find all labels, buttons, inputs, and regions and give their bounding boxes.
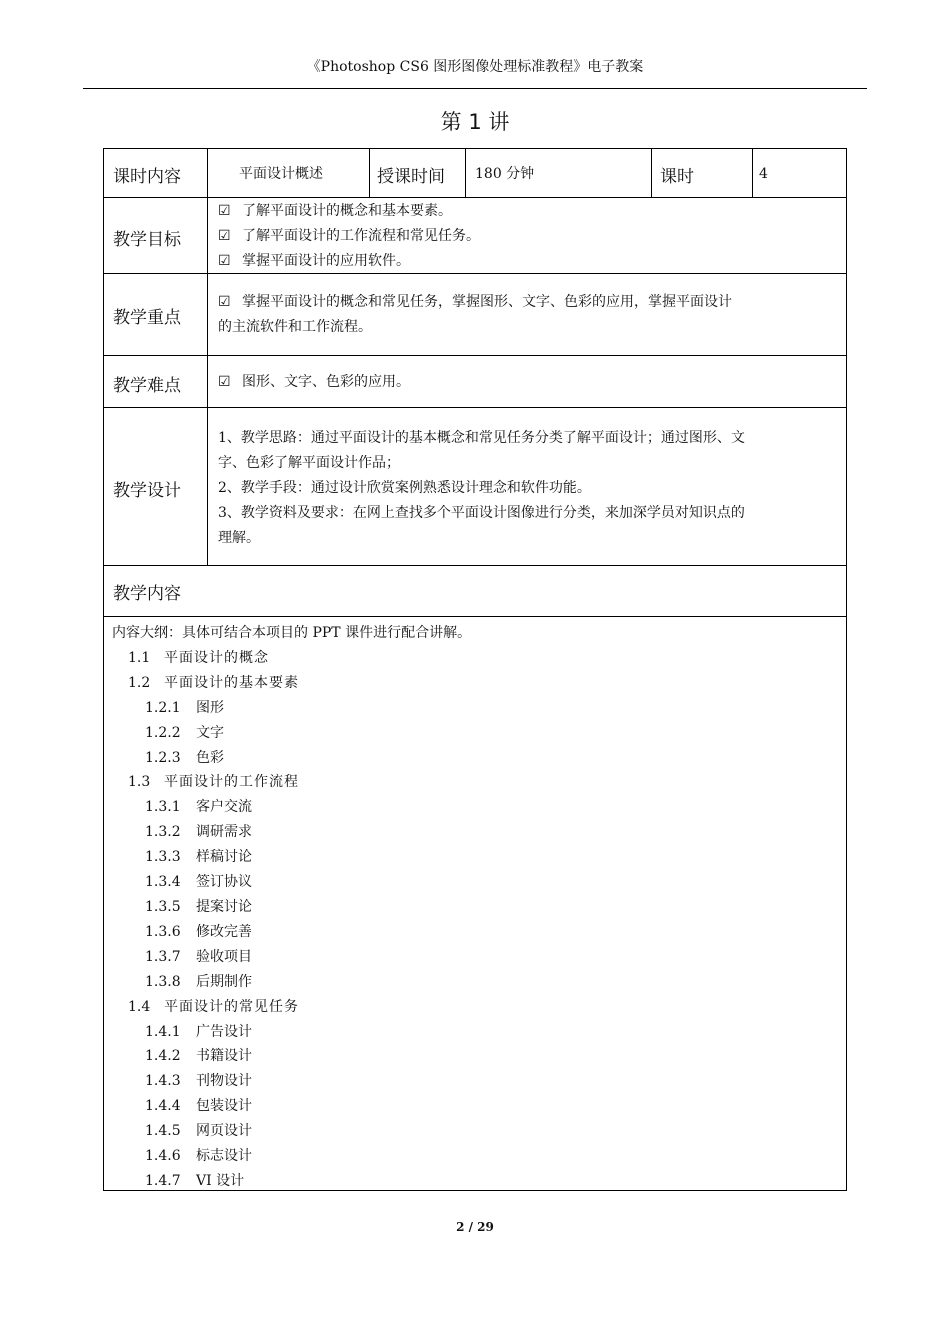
- hours-value: 4: [759, 166, 768, 182]
- outline-item: [112, 671, 471, 696]
- outline-text: 后期制作: [196, 973, 252, 990]
- outline-number: 1.4.2: [145, 1048, 181, 1065]
- checkbox-icon: ☑: [218, 228, 231, 244]
- outline-item: [112, 995, 471, 1020]
- outline-item: [112, 1119, 471, 1144]
- outline-number: 1.3.3: [145, 849, 181, 866]
- outline-text: 签订协议: [196, 874, 252, 891]
- outline-number: 1.2.3: [145, 749, 181, 766]
- time-label: 授课时间: [377, 167, 445, 187]
- outline-item: [112, 1144, 471, 1169]
- outline-text: 平面设计的基本要素: [164, 674, 299, 691]
- difficulties-text: ☑ 图形、文字、色彩的应用。: [218, 370, 410, 395]
- outline-text: 平面设计的概念: [164, 649, 269, 666]
- page-header: 《Photoshop CS6 图形图像处理标准教程》电子教案: [306, 59, 644, 75]
- outline-number: 1.1: [128, 649, 151, 666]
- outline-number: 1.3: [128, 774, 151, 791]
- outline-item: [112, 1044, 471, 1069]
- outline-text: 提案讨论: [196, 898, 252, 915]
- outline-item: [112, 870, 471, 895]
- outline-number: 1.4.3: [145, 1073, 181, 1090]
- outline-text: 刊物设计: [196, 1073, 252, 1090]
- row-divider: [103, 407, 847, 408]
- outline-text: 标志设计: [196, 1148, 252, 1165]
- row-divider: [103, 565, 847, 566]
- outline-number: 1.3.2: [145, 824, 181, 841]
- outline-item: [112, 1069, 471, 1094]
- outline-number: 1.2.2: [145, 724, 181, 741]
- difficulties-label: 教学难点: [113, 376, 181, 396]
- content-label: 课时内容: [113, 167, 181, 187]
- outline-number: 1.3.6: [145, 923, 181, 940]
- key-points-text: ☑ 掌握平面设计的概念和常见任务，掌握图形、文字、色彩的应用，掌握平面设计 的主流软件和工作流程。: [218, 290, 840, 340]
- goal-item: ☑ 了解平面设计的工作流程和常见任务。: [218, 224, 480, 249]
- column-divider: [207, 148, 208, 565]
- outline-text: 验收项目: [196, 948, 252, 965]
- column-divider: [465, 148, 466, 197]
- outline-text: 修改完善: [196, 923, 252, 940]
- outline-item: [112, 1094, 471, 1119]
- row-divider: [103, 197, 847, 198]
- outline-intro: 内容大纲：具体可结合本项目的 PPT 课件进行配合讲解。: [112, 625, 472, 641]
- key-points-label: 教学重点: [113, 308, 181, 328]
- outline-text: 样稿讨论: [196, 849, 252, 866]
- outline-text: 平面设计的工作流程: [164, 774, 299, 791]
- column-divider: [369, 148, 370, 197]
- outline-number: 1.3.8: [145, 973, 181, 990]
- outline-item: [112, 845, 471, 870]
- goal-item: ☑ 掌握平面设计的应用软件。: [218, 249, 480, 274]
- outline-number: 1.3.4: [145, 874, 181, 891]
- outline-list: [112, 646, 471, 1194]
- outline-text: 广告设计: [196, 1023, 252, 1040]
- outline-number: 1.4.4: [145, 1098, 181, 1115]
- checkbox-icon: ☑: [218, 294, 231, 310]
- outline-text: 客户交流: [196, 799, 252, 816]
- goals-label: 教学目标: [113, 230, 181, 250]
- outline-text: 网页设计: [196, 1123, 252, 1140]
- hours-label: 课时: [660, 167, 694, 187]
- outline-item: [112, 820, 471, 845]
- row-divider: [103, 616, 847, 617]
- outline-item: [112, 721, 471, 746]
- outline-number: 1.4: [128, 998, 151, 1015]
- outline-item: [112, 945, 471, 970]
- outline-item: [112, 770, 471, 795]
- time-value: 180 分钟: [475, 166, 535, 182]
- content-outline: [112, 621, 471, 1194]
- checkbox-icon: ☑: [218, 253, 231, 269]
- goal-item: ☑ 了解平面设计的概念和基本要素。: [218, 199, 480, 224]
- outline-item: [112, 696, 471, 721]
- outline-number: 1.4.5: [145, 1123, 181, 1140]
- outline-text: 平面设计的常见任务: [164, 998, 299, 1015]
- column-divider: [752, 148, 753, 197]
- outline-number: 1.2.1: [145, 699, 181, 716]
- outline-item: [112, 1169, 471, 1194]
- outline-item: [112, 795, 471, 820]
- content-section-label: 教学内容: [113, 584, 181, 604]
- header-rule: [83, 88, 867, 89]
- outline-text: 书籍设计: [196, 1048, 252, 1065]
- outline-text: 图形: [196, 699, 224, 716]
- outline-item: [112, 920, 471, 945]
- outline-number: 1.4.1: [145, 1023, 181, 1040]
- outline-item: [112, 746, 471, 771]
- outline-number: 1.2: [128, 674, 151, 691]
- outline-number: 1.4.6: [145, 1148, 181, 1165]
- outline-text: 包装设计: [196, 1098, 252, 1115]
- outline-number: 1.3.5: [145, 898, 181, 915]
- design-text: 1、教学思路：通过平面设计的基本概念和常见任务分类了解平面设计；通过图形、文 字、色彩了解平面设计作品； 2、教学手段：通过设计欣赏案例熟悉设计理念和软件功能。 3、教学资料及要求：在网上查找多个平面设计图像进行分类，来加深学员对知识点的 理解。: [218, 430, 745, 546]
- design-label: 教学设计: [113, 481, 181, 501]
- goals-list: [218, 199, 480, 274]
- outline-item: [112, 646, 471, 671]
- row-divider: [103, 355, 847, 356]
- lecture-title: 第 1 讲: [440, 110, 510, 134]
- outline-text: 调研需求: [196, 824, 252, 841]
- outline-text: VI 设计: [196, 1172, 245, 1189]
- outline-number: 1.3.7: [145, 948, 181, 965]
- outline-text: 文字: [196, 724, 224, 741]
- checkbox-icon: ☑: [218, 374, 231, 390]
- outline-item: [112, 1020, 471, 1045]
- outline-item: [112, 970, 471, 995]
- outline-number: 1.3.1: [145, 799, 181, 816]
- column-divider: [651, 148, 652, 197]
- outline-text: 色彩: [196, 749, 224, 766]
- page-number: 2 / 29: [456, 1220, 494, 1234]
- outline-number: 1.4.7: [145, 1172, 181, 1189]
- content-value: 平面设计概述: [239, 166, 323, 182]
- outline-item: [112, 895, 471, 920]
- checkbox-icon: ☑: [218, 203, 231, 219]
